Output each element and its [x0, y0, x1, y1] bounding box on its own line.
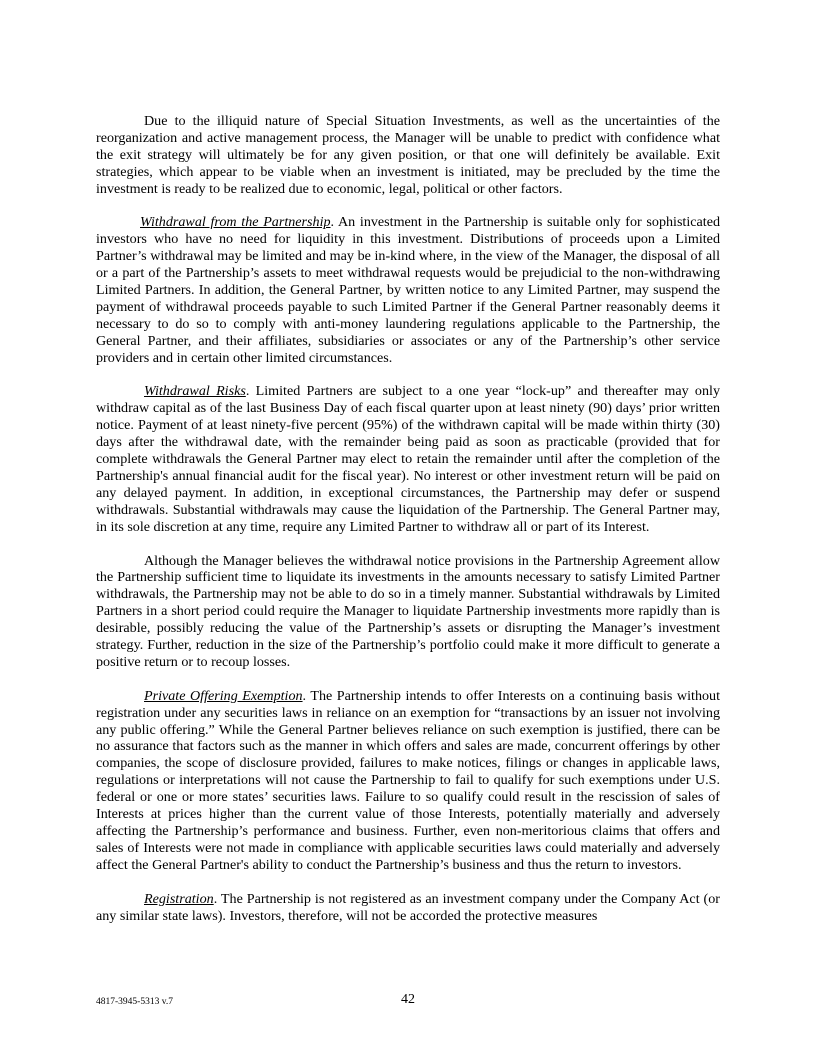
paragraph-private-offering-exemption [96, 688, 720, 874]
paragraph-text: Although the Manager believes the withdrawal notice provisions in the Partnership Agreement allow the Partnership sufficient time to liquidate its investments in the amounts necessary to satisfy Limited Partner withdrawals, the Partnership may not be able to do so in a timely manner. Substantial withdrawals by Limited Partners in a short period could require the Manager to liquidate Partnership investments more rapidly than is desirable, possibly reducing the value of the Partnership’s assets or disrupting the Manager’s investment strategy. Further, reduction in the size of the Partnership’s portfolio could make it more difficult to generate a positive return or to recoup losses. [96, 552, 720, 670]
paragraph-withdrawal-risks [96, 383, 720, 535]
paragraph-text: Limited Partners are subject to a one year “lock-up” and thereafter may only withdraw capital as of the last Business Day of each fiscal quarter upon at least ninety (90) days’ prior written notice. Payment of at least ninety-five percent (95%) of the withdrawn capital will be made within thirty (30) days after the withdrawal date, with the remainder being paid as soon as practicable (provided that for complete withdrawals the General Partner may elect to retain the remainder until after the completion of the Partnership's annual financial audit for the fiscal year). No interest or other investment return will be paid on any delayed payment. In addition, in exceptional circumstances, the Partnership may defer or suspend withdrawals. Substantial withdrawals may cause the liquidation of the Partnership. The General Partner may, in its sole discretion at any time, require any Limited Partner to withdraw all or part of its Interest. [96, 383, 720, 535]
section-heading-private-offering-exemption: Private Offering Exemption [144, 687, 303, 704]
paragraph-text: The Partnership intends to offer Interests on a continuing basis without registration under any securities laws in reliance on an exemption for “transactions by an issuer not involving any public offering.” While the General Partner believes reliance on such exemption is justified, there can be no assurance that factors such as the manner in which offers and sales are made, concurrent offerings by other companies, the scope of disclosure provided, failures to make notices, filings or changes in applicable laws, regulations or interpretations will not cause the Partnership to fail to qualify for such exemptions under U.S. federal or one or more states’ securities laws. Failure to so qualify could result in the rescission of sales of Interests at prices higher than the current value of those Interests, potentially materially and adversely affecting the Partnership’s performance and business. Further, even non-meritorious claims that offers and sales of Interests were not made in compliance with applicable securities laws could materially and adversely affect the General Partner's ability to conduct the Partnership’s business and thus the return to investors. [96, 687, 721, 873]
footer-document-id: 4817-3945-5313 v.7 [96, 997, 173, 1007]
paragraph-withdrawal-notice-provisions [96, 553, 720, 671]
footer-page-number: 42 [401, 992, 415, 1007]
paragraph-text: Due to the illiquid nature of Special Situation Investments, as well as the uncertainties of the reorganization and active management process, the Manager will be unable to predict with confidence what the exit strategy will ultimately be for any given position, or that one will definitely be available. Exit strategies, which appear to be viable when an investment is initiated, may be precluded by the time the investment is ready to be realized due to economic, legal, political or other factors. [96, 113, 720, 197]
section-heading-withdrawal-from-partnership: Withdrawal from the Partnership [140, 214, 331, 231]
paragraph-exit-strategies [96, 113, 720, 198]
paragraph-withdrawal-from-partnership [96, 214, 720, 366]
heading-punctuation: . [330, 214, 335, 231]
heading-punctuation: . [245, 383, 250, 400]
paragraph-registration [96, 891, 720, 925]
section-heading-withdrawal-risks: Withdrawal Risks [144, 383, 246, 400]
page-body [96, 113, 720, 941]
heading-punctuation: . [213, 890, 218, 907]
section-heading-registration: Registration [144, 890, 214, 907]
paragraph-text: The Partnership is not registered as an investment company under the Company Act (or any similar state laws). Investors, therefore, will not be accorded the protective measures [96, 890, 720, 924]
heading-punctuation: . [302, 687, 307, 704]
paragraph-text: An investment in the Partnership is suitable only for sophisticated investors who have no need for liquidity in this investment. Distributions of proceeds upon a Limited Partner’s withdrawal may be limited and may be in-kind where, in the view of the Manager, the disposal of all or a part of the Partnership’s assets to meet withdrawal requests would be prejudicial to the non-withdrawing Limited Partners. In addition, the General Partner, by written notice to any Limited Partner, may suspend the payment of withdrawal proceeds payable to such Limited Partner if the General Partner reasonably deems it necessary to do so to comply with anti-money laundering regulations applicable to the Partnership, the General Partner, and their affiliates, subsidiaries or associates or any of the Partnership’s other service providers and in certain other limited circumstances. [96, 214, 720, 366]
